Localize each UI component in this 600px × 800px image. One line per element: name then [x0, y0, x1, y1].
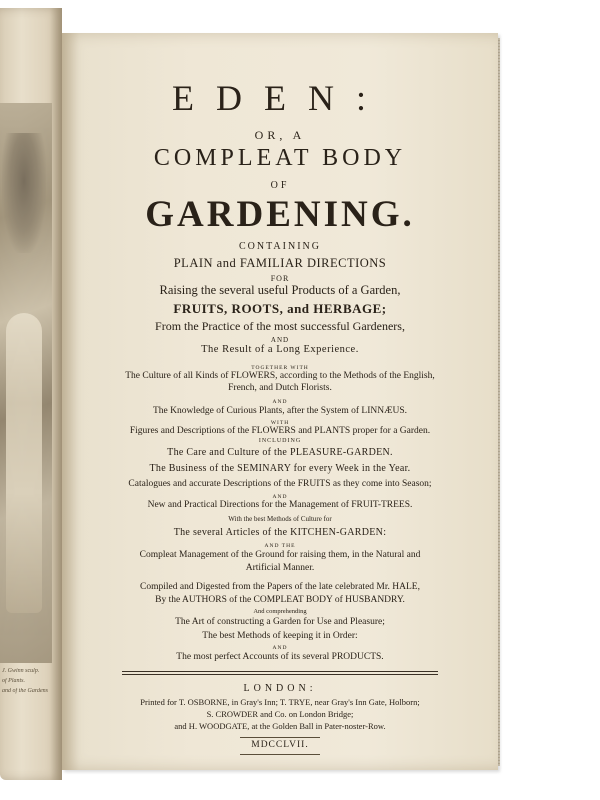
catalogues-line: Catalogues and accurate Descriptions of the FRUITS as they come into Season; — [128, 479, 432, 489]
culture-line: The Culture of all Kinds of FLOWERS, according to the Methods of the English, — [125, 371, 435, 381]
plain-directions: PLAIN and FAMILIAR DIRECTIONS — [173, 256, 387, 270]
knowledge-line: The Knowledge of Curious Plants, after the System of LINNÆUS. — [152, 406, 408, 416]
compiled-line: Compiled and Digested from the Papers of the late celebrated Mr. HALE, — [140, 582, 420, 592]
title-page — [62, 33, 498, 770]
frontispiece-caption: J. Gwinn sculp. — [2, 668, 40, 674]
and-label: AND — [272, 399, 288, 405]
subtitle-compleat-body: COMPLEAT BODY — [153, 145, 407, 171]
book-title: EDEN: — [172, 78, 388, 118]
management-line: Compleat Management of the Ground for raising them, in the Natural and — [139, 550, 421, 560]
best-methods-line: With the best Methods of Culture for — [228, 515, 332, 523]
and-label: AND — [270, 336, 290, 344]
result-line: The Result of a Long Experience. — [201, 344, 359, 355]
and-the-label: AND THE — [264, 543, 296, 549]
art-line: The Art of constructing a Garden for Use and Pleasure; — [175, 617, 385, 627]
imprint-line: S. CROWDER and Co. on London Bridge; — [206, 709, 354, 719]
management-line: Artificial Manner. — [245, 563, 315, 573]
divider-rule — [122, 671, 438, 672]
fruits-line: FRUITS, ROOTS, and HERBAGE; — [173, 301, 387, 316]
frontispiece-caption: of Plants. — [2, 678, 26, 684]
subtitle-of: OF — [270, 180, 290, 191]
figures-line: Figures and Descriptions of the FLOWERS and PLANTS proper for a Garden. — [129, 426, 431, 436]
several-articles-line: The several Articles of the KITCHEN-GARDEN: — [173, 527, 387, 538]
engraving-figure — [6, 313, 42, 613]
imprint-line: Printed for T. OSBORNE, in Gray's Inn; T. TRYE, near Gray's Inn Gate, Holborn; — [140, 697, 420, 707]
methods-keeping-line: The best Methods of keeping it in Order: — [202, 631, 358, 641]
frontispiece-engraving — [0, 103, 52, 663]
and-comprehending-line: And comprehending — [253, 608, 307, 615]
most-perfect-line: The most perfect Accounts of its several PRODUCTS. — [176, 652, 384, 662]
imprint-city: LONDON: — [243, 683, 317, 694]
raising-line: Raising the several useful Products of a Garden, — [159, 283, 401, 297]
new-practical-line: New and Practical Directions for the Management of FRUIT-TREES. — [147, 500, 413, 510]
subtitle-gardening: GARDENING. — [145, 194, 415, 235]
french-dutch-line: French, and Dutch Florists. — [228, 383, 332, 393]
frontispiece-page — [0, 8, 62, 780]
imprint-line: and H. WOODGATE, at the Golden Ball in Pater-noster-Row. — [174, 721, 386, 731]
and-label: AND — [272, 645, 288, 651]
together-with-label: TOGETHER WITH — [251, 365, 309, 371]
with-label: WITH — [270, 420, 290, 426]
and-label: AND — [272, 494, 288, 500]
engraving-tree — [2, 133, 46, 253]
frontispiece-caption: and of the Gardens — [2, 688, 48, 694]
containing-label: CONTAINING — [239, 241, 321, 252]
from-practice-line: From the Practice of the most successful Gardeners, — [155, 319, 405, 333]
business-line: The Business of the SEMINARY for every Week in the Year. — [149, 463, 411, 474]
imprint-date: MDCCLVII. — [251, 740, 309, 750]
subtitle-or-a: OR, A — [254, 128, 306, 142]
care-line: The Care and Culture of the PLEASURE-GARDEN. — [167, 447, 393, 458]
for-label: FOR — [270, 274, 290, 283]
including-label: INCLUDING — [258, 438, 302, 444]
divider-rule — [122, 674, 438, 675]
by-authors-line: By the AUTHORS of the COMPLEAT BODY of HUSBANDRY. — [155, 595, 405, 605]
